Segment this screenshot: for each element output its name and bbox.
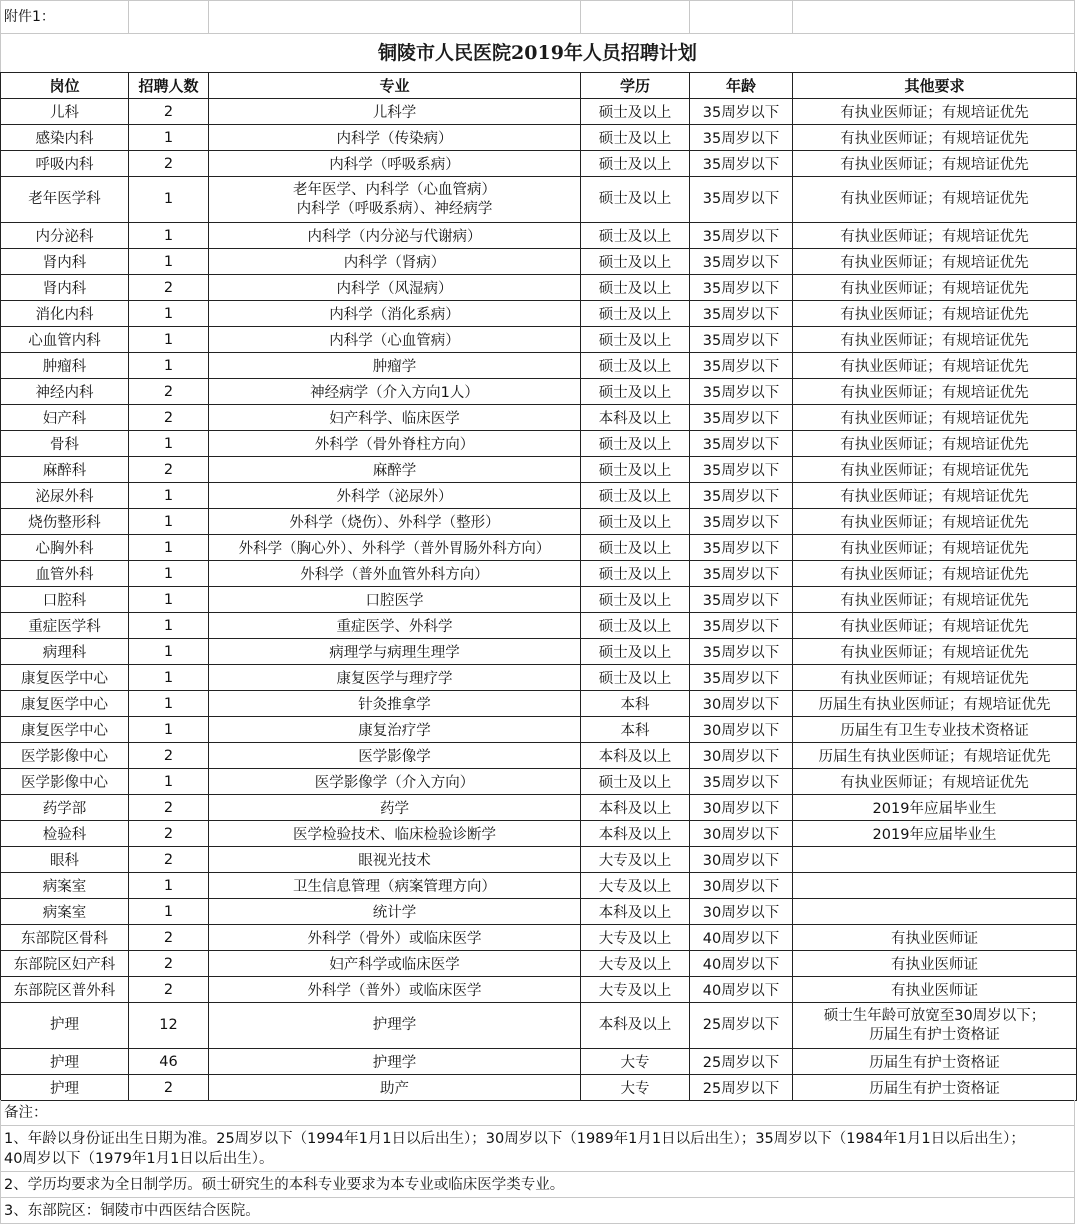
table-row [1, 125, 1077, 151]
cell-age[interactable]: 35周岁以下 [690, 509, 793, 535]
cell-count[interactable]: 1 [129, 249, 209, 275]
cell-post[interactable]: 心胸外科 [1, 535, 129, 561]
cell-other[interactable]: 历届生有执业医师证；有规培证优先 [793, 691, 1077, 717]
cell-other[interactable]: 有执业医师证；有规培证优先 [793, 99, 1077, 125]
cell-count[interactable]: 2 [129, 1075, 209, 1101]
cell-education[interactable]: 硕士及以上 [581, 353, 690, 379]
cell-major[interactable]: 外科学（普外）或临床医学 [209, 977, 581, 1003]
table-row [1, 847, 1077, 873]
cell-major[interactable]: 内科学（传染病） [209, 125, 581, 151]
cell-other[interactable]: 有执业医师证；有规培证优先 [793, 379, 1077, 405]
column-header-age: 年龄 [690, 73, 793, 99]
cell-major[interactable]: 康复治疗学 [209, 717, 581, 743]
note-item: 1、年龄以身份证出生日期为准。25周岁以下（1994年1月1日以后出生）；30周岁以下（1989年1月1日以后出生）；35周岁以下（1984年1月1日以后出生）；40周岁以下（1979年1月1日以后出生）。 [0, 1126, 1075, 1172]
table-row [1, 327, 1077, 353]
cell-age[interactable]: 35周岁以下 [690, 301, 793, 327]
table-row [1, 795, 1077, 821]
cell-count[interactable]: 1 [129, 431, 209, 457]
cell-other[interactable]: 有执业医师证；有规培证优先 [793, 431, 1077, 457]
cell-post[interactable]: 医学影像中心 [1, 769, 129, 795]
table-row [1, 977, 1077, 1003]
cell-major[interactable]: 内科学（风湿病） [209, 275, 581, 301]
cell-major[interactable]: 眼视光技术 [209, 847, 581, 873]
table-body [1, 99, 1077, 1101]
cell-post[interactable]: 骨科 [1, 431, 129, 457]
cell-count[interactable]: 1 [129, 587, 209, 613]
cell-post[interactable]: 儿科 [1, 99, 129, 125]
cell-count[interactable]: 2 [129, 925, 209, 951]
cell-count[interactable]: 1 [129, 769, 209, 795]
cell-count[interactable]: 1 [129, 125, 209, 151]
cell-count[interactable]: 12 [129, 1003, 209, 1049]
cell-post[interactable]: 眼科 [1, 847, 129, 873]
cell-other[interactable]: 有执业医师证；有规培证优先 [793, 301, 1077, 327]
cell-post[interactable]: 重症医学科 [1, 613, 129, 639]
cell-education[interactable]: 大专及以上 [581, 977, 690, 1003]
table-row [1, 177, 1077, 223]
cell-count[interactable]: 2 [129, 99, 209, 125]
cell-other[interactable]: 有执业医师证；有规培证优先 [793, 483, 1077, 509]
cell-other[interactable]: 历届生有执业医师证；有规培证优先 [793, 743, 1077, 769]
cell-major[interactable]: 外科学（骨外脊柱方向） [209, 431, 581, 457]
cell-post[interactable]: 肿瘤科 [1, 353, 129, 379]
cell-major[interactable]: 内科学（心血管病） [209, 327, 581, 353]
cell-major[interactable]: 针灸推拿学 [209, 691, 581, 717]
cell-major[interactable]: 内科学（肾病） [209, 249, 581, 275]
cell-other[interactable]: 2019年应届毕业生 [793, 821, 1077, 847]
cell-post[interactable]: 康复医学中心 [1, 665, 129, 691]
table-row [1, 613, 1077, 639]
cell-age[interactable]: 35周岁以下 [690, 99, 793, 125]
cell-count[interactable]: 2 [129, 151, 209, 177]
table-row [1, 873, 1077, 899]
table-row [1, 561, 1077, 587]
cell-major-line: 老年医学、内科学（心血管病） [293, 181, 496, 198]
cell-other[interactable]: 有执业医师证 [793, 925, 1077, 951]
cell-age[interactable]: 40周岁以下 [690, 977, 793, 1003]
table-row [1, 639, 1077, 665]
cell-education[interactable]: 硕士及以上 [581, 665, 690, 691]
cell-post[interactable]: 东部院区骨科 [1, 925, 129, 951]
cell-major[interactable]: 内科学（呼吸系病） [209, 151, 581, 177]
cell-count[interactable]: 1 [129, 353, 209, 379]
cell-major[interactable]: 口腔医学 [209, 587, 581, 613]
cell-other[interactable]: 有执业医师证；有规培证优先 [793, 613, 1077, 639]
cell-major[interactable]: 药学 [209, 795, 581, 821]
cell-post[interactable]: 泌尿外科 [1, 483, 129, 509]
cell-age[interactable]: 40周岁以下 [690, 925, 793, 951]
cell-age[interactable]: 35周岁以下 [690, 639, 793, 665]
cell-other[interactable]: 历届生有卫生专业技术资格证 [793, 717, 1077, 743]
table-row [1, 249, 1077, 275]
cell-count[interactable]: 1 [129, 301, 209, 327]
cell-other[interactable] [793, 847, 1077, 873]
table-row [1, 99, 1077, 125]
cell-age[interactable]: 30周岁以下 [690, 717, 793, 743]
cell-education[interactable]: 本科 [581, 691, 690, 717]
cell-major[interactable]: 统计学 [209, 899, 581, 925]
table-row [1, 353, 1077, 379]
cell-age[interactable]: 35周岁以下 [690, 587, 793, 613]
cell-post[interactable]: 肾内科 [1, 275, 129, 301]
cell-count[interactable]: 1 [129, 561, 209, 587]
cell-education[interactable]: 硕士及以上 [581, 275, 690, 301]
empty-cell[interactable] [792, 1, 1075, 33]
recruitment-table [0, 72, 1077, 1101]
cell-age[interactable]: 35周岁以下 [690, 151, 793, 177]
cell-age[interactable]: 35周岁以下 [690, 249, 793, 275]
cell-post[interactable]: 麻醉科 [1, 457, 129, 483]
cell-count[interactable]: 2 [129, 379, 209, 405]
cell-post[interactable]: 病案室 [1, 873, 129, 899]
cell-post[interactable]: 护理 [1, 1049, 129, 1075]
cell-age[interactable]: 30周岁以下 [690, 873, 793, 899]
cell-count[interactable]: 2 [129, 977, 209, 1003]
cell-major[interactable]: 护理学 [209, 1003, 581, 1049]
cell-other[interactable]: 有执业医师证；有规培证优先 [793, 353, 1077, 379]
cell-major[interactable]: 外科学（胸心外）、外科学（普外胃肠外科方向） [209, 535, 581, 561]
table-row [1, 717, 1077, 743]
cell-count[interactable]: 1 [129, 873, 209, 899]
cell-count[interactable]: 1 [129, 691, 209, 717]
cell-major[interactable]: 医学检验技术、临床检验诊断学 [209, 821, 581, 847]
empty-cell[interactable] [689, 1, 792, 33]
cell-other[interactable]: 有执业医师证；有规培证优先 [793, 275, 1077, 301]
cell-other[interactable]: 有执业医师证 [793, 951, 1077, 977]
cell-major[interactable]: 卫生信息管理（病案管理方向） [209, 873, 581, 899]
cell-education[interactable]: 硕士及以上 [581, 561, 690, 587]
cell-education[interactable]: 本科及以上 [581, 743, 690, 769]
cell-post[interactable]: 护理 [1, 1003, 129, 1049]
cell-education[interactable]: 硕士及以上 [581, 535, 690, 561]
cell-post[interactable]: 医学影像中心 [1, 743, 129, 769]
cell-education[interactable]: 硕士及以上 [581, 327, 690, 353]
cell-age[interactable]: 35周岁以下 [690, 665, 793, 691]
cell-major[interactable]: 康复医学与理疗学 [209, 665, 581, 691]
cell-education[interactable]: 硕士及以上 [581, 457, 690, 483]
table-row [1, 483, 1077, 509]
cell-age[interactable]: 35周岁以下 [690, 535, 793, 561]
cell-education[interactable]: 硕士及以上 [581, 431, 690, 457]
table-row [1, 1075, 1077, 1101]
cell-count[interactable]: 1 [129, 327, 209, 353]
cell-education[interactable]: 硕士及以上 [581, 613, 690, 639]
cell-count[interactable]: 1 [129, 665, 209, 691]
cell-major[interactable]: 护理学 [209, 1049, 581, 1075]
cell-other[interactable]: 2019年应届毕业生 [793, 795, 1077, 821]
cell-education[interactable]: 本科及以上 [581, 899, 690, 925]
cell-post[interactable]: 内分泌科 [1, 223, 129, 249]
cell-other[interactable]: 有执业医师证；有规培证优先 [793, 327, 1077, 353]
cell-education[interactable]: 大专 [581, 1049, 690, 1075]
cell-count[interactable]: 1 [129, 639, 209, 665]
cell-education[interactable]: 大专 [581, 1075, 690, 1101]
cell-education[interactable]: 硕士及以上 [581, 177, 690, 223]
cell-other[interactable]: 有执业医师证；有规培证优先 [793, 405, 1077, 431]
cell-other[interactable] [793, 873, 1077, 899]
cell-education[interactable]: 硕士及以上 [581, 125, 690, 151]
cell-count[interactable]: 1 [129, 717, 209, 743]
column-header-count: 招聘人数 [129, 73, 209, 99]
cell-age[interactable]: 35周岁以下 [690, 483, 793, 509]
table-row [1, 1003, 1077, 1049]
cell-education[interactable]: 硕士及以上 [581, 483, 690, 509]
cell-major[interactable]: 外科学（骨外）或临床医学 [209, 925, 581, 951]
cell-major[interactable]: 外科学（泌尿外） [209, 483, 581, 509]
cell-post[interactable]: 检验科 [1, 821, 129, 847]
cell-education[interactable]: 大专及以上 [581, 847, 690, 873]
cell-other[interactable]: 有执业医师证；有规培证优先 [793, 151, 1077, 177]
cell-count[interactable]: 2 [129, 275, 209, 301]
cell-count[interactable]: 2 [129, 457, 209, 483]
cell-age[interactable]: 30周岁以下 [690, 691, 793, 717]
cell-count[interactable]: 1 [129, 509, 209, 535]
cell-post[interactable]: 肾内科 [1, 249, 129, 275]
cell-major[interactable]: 妇产科学或临床医学 [209, 951, 581, 977]
cell-other[interactable]: 有执业医师证；有规培证优先 [793, 457, 1077, 483]
cell-major[interactable]: 麻醉学 [209, 457, 581, 483]
cell-age[interactable]: 35周岁以下 [690, 457, 793, 483]
cell-education[interactable]: 硕士及以上 [581, 223, 690, 249]
cell-count[interactable]: 2 [129, 743, 209, 769]
cell-post[interactable]: 病案室 [1, 899, 129, 925]
cell-major[interactable]: 医学影像学（介入方向） [209, 769, 581, 795]
cell-education[interactable]: 硕士及以上 [581, 639, 690, 665]
cell-education[interactable]: 硕士及以上 [581, 509, 690, 535]
attachment-row [0, 0, 1075, 34]
column-header-post: 岗位 [1, 73, 129, 99]
cell-education[interactable]: 大专及以上 [581, 873, 690, 899]
cell-post[interactable]: 口腔科 [1, 587, 129, 613]
table-row [1, 925, 1077, 951]
cell-education[interactable]: 硕士及以上 [581, 301, 690, 327]
cell-count[interactable]: 46 [129, 1049, 209, 1075]
cell-other[interactable]: 有执业医师证；有规培证优先 [793, 561, 1077, 587]
cell-education[interactable]: 大专及以上 [581, 951, 690, 977]
cell-age[interactable]: 30周岁以下 [690, 847, 793, 873]
cell-other[interactable]: 有执业医师证；有规培证优先 [793, 769, 1077, 795]
column-header-education: 学历 [581, 73, 690, 99]
empty-cell[interactable] [128, 1, 208, 33]
empty-cell[interactable] [208, 1, 580, 33]
cell-post[interactable]: 病理科 [1, 639, 129, 665]
cell-age[interactable]: 25周岁以下 [690, 1075, 793, 1101]
cell-post[interactable]: 神经内科 [1, 379, 129, 405]
cell-education[interactable]: 本科及以上 [581, 795, 690, 821]
cell-education[interactable]: 本科及以上 [581, 1003, 690, 1049]
cell-post[interactable]: 东部院区妇产科 [1, 951, 129, 977]
cell-age[interactable]: 35周岁以下 [690, 125, 793, 151]
cell-age[interactable]: 35周岁以下 [690, 405, 793, 431]
cell-major[interactable]: 内科学（内分泌与代谢病） [209, 223, 581, 249]
cell-age[interactable]: 35周岁以下 [690, 353, 793, 379]
cell-age[interactable]: 30周岁以下 [690, 743, 793, 769]
note-item: 2、学历均要求为全日制学历。硕士研究生的本科专业要求为本专业或临床医学类专业。 [0, 1172, 1075, 1198]
cell-education[interactable]: 本科及以上 [581, 405, 690, 431]
table-row [1, 899, 1077, 925]
cell-other[interactable]: 有执业医师证；有规培证优先 [793, 587, 1077, 613]
cell-age[interactable]: 40周岁以下 [690, 951, 793, 977]
cell-post[interactable]: 康复医学中心 [1, 691, 129, 717]
cell-count[interactable]: 2 [129, 847, 209, 873]
table-row [1, 691, 1077, 717]
cell-age[interactable]: 35周岁以下 [690, 327, 793, 353]
cell-post[interactable]: 血管外科 [1, 561, 129, 587]
cell-major[interactable]: 外科学（烧伤）、外科学（整形） [209, 509, 581, 535]
attachment-label[interactable]: 附件1： [0, 1, 128, 33]
cell-major[interactable]: 内科学（消化系病） [209, 301, 581, 327]
cell-other[interactable]: 有执业医师证；有规培证优先 [793, 639, 1077, 665]
notes-label: 备注： [0, 1100, 1075, 1126]
cell-major[interactable] [209, 177, 581, 223]
cell-post[interactable]: 康复医学中心 [1, 717, 129, 743]
column-header-major: 专业 [209, 73, 581, 99]
cell-count[interactable]: 1 [129, 535, 209, 561]
cell-other[interactable]: 历届生有护士资格证 [793, 1049, 1077, 1075]
cell-major-line: 内科学（呼吸系病）、神经病学 [296, 200, 493, 217]
table-row [1, 587, 1077, 613]
cell-major[interactable]: 重症医学、外科学 [209, 613, 581, 639]
cell-count[interactable]: 1 [129, 899, 209, 925]
cell-age[interactable]: 35周岁以下 [690, 275, 793, 301]
table-row [1, 821, 1077, 847]
cell-post[interactable]: 呼吸内科 [1, 151, 129, 177]
cell-age[interactable]: 30周岁以下 [690, 821, 793, 847]
table-row [1, 457, 1077, 483]
column-header-other: 其他要求 [793, 73, 1077, 99]
cell-other[interactable]: 有执业医师证；有规培证优先 [793, 535, 1077, 561]
cell-age[interactable]: 35周岁以下 [690, 223, 793, 249]
table-row [1, 379, 1077, 405]
note-item: 3、东部院区：铜陵市中西医结合医院。 [0, 1198, 1075, 1224]
cell-post[interactable]: 妇产科 [1, 405, 129, 431]
empty-cell[interactable] [580, 1, 689, 33]
table-row [1, 509, 1077, 535]
cell-post[interactable]: 老年医学科 [1, 177, 129, 223]
notes-section [0, 1100, 1075, 1224]
table-row [1, 151, 1077, 177]
cell-education[interactable]: 本科及以上 [581, 821, 690, 847]
cell-major[interactable]: 肿瘤学 [209, 353, 581, 379]
cell-other-line: 硕士生年龄可放宽至30周岁以下； [823, 1007, 1046, 1024]
table-row [1, 223, 1077, 249]
cell-education[interactable]: 硕士及以上 [581, 99, 690, 125]
cell-other[interactable] [793, 1003, 1077, 1049]
cell-post[interactable]: 药学部 [1, 795, 129, 821]
cell-other[interactable] [793, 899, 1077, 925]
cell-count[interactable]: 2 [129, 405, 209, 431]
cell-other[interactable]: 有执业医师证；有规培证优先 [793, 249, 1077, 275]
cell-other[interactable]: 有执业医师证；有规培证优先 [793, 125, 1077, 151]
cell-education[interactable]: 硕士及以上 [581, 151, 690, 177]
cell-count[interactable]: 1 [129, 613, 209, 639]
cell-education[interactable]: 大专及以上 [581, 925, 690, 951]
page-title: 铜陵市人民医院2019年人员招聘计划 [0, 34, 1075, 72]
table-header-row [1, 73, 1077, 99]
cell-post[interactable]: 消化内科 [1, 301, 129, 327]
cell-major[interactable]: 外科学（普外血管外科方向） [209, 561, 581, 587]
cell-education[interactable]: 硕士及以上 [581, 587, 690, 613]
cell-other[interactable]: 有执业医师证 [793, 977, 1077, 1003]
cell-count[interactable]: 2 [129, 795, 209, 821]
cell-count[interactable]: 2 [129, 821, 209, 847]
table-row [1, 405, 1077, 431]
table-row [1, 1049, 1077, 1075]
cell-age[interactable]: 35周岁以下 [690, 769, 793, 795]
cell-major[interactable]: 神经病学（介入方向1人） [209, 379, 581, 405]
cell-post[interactable]: 心血管内科 [1, 327, 129, 353]
cell-age[interactable]: 35周岁以下 [690, 431, 793, 457]
cell-count[interactable]: 1 [129, 177, 209, 223]
cell-other-line: 历届生有护士资格证 [869, 1026, 1000, 1043]
cell-count[interactable]: 2 [129, 951, 209, 977]
cell-education[interactable]: 硕士及以上 [581, 379, 690, 405]
table-row [1, 301, 1077, 327]
cell-count[interactable]: 1 [129, 483, 209, 509]
cell-post[interactable]: 东部院区普外科 [1, 977, 129, 1003]
cell-other[interactable]: 有执业医师证；有规培证优先 [793, 665, 1077, 691]
cell-other[interactable]: 有执业医师证；有规培证优先 [793, 177, 1077, 223]
cell-other[interactable]: 有执业医师证；有规培证优先 [793, 223, 1077, 249]
cell-other[interactable]: 历届生有护士资格证 [793, 1075, 1077, 1101]
cell-age[interactable]: 35周岁以下 [690, 561, 793, 587]
cell-major[interactable]: 妇产科学、临床医学 [209, 405, 581, 431]
table-row [1, 665, 1077, 691]
cell-age[interactable]: 35周岁以下 [690, 613, 793, 639]
cell-major[interactable]: 病理学与病理生理学 [209, 639, 581, 665]
cell-age[interactable]: 25周岁以下 [690, 1003, 793, 1049]
cell-post[interactable]: 护理 [1, 1075, 129, 1101]
cell-post[interactable]: 感染内科 [1, 125, 129, 151]
cell-major[interactable]: 医学影像学 [209, 743, 581, 769]
cell-education[interactable]: 硕士及以上 [581, 249, 690, 275]
cell-count[interactable]: 1 [129, 223, 209, 249]
cell-age[interactable]: 25周岁以下 [690, 1049, 793, 1075]
table-row [1, 275, 1077, 301]
cell-age[interactable]: 30周岁以下 [690, 899, 793, 925]
cell-education[interactable]: 硕士及以上 [581, 769, 690, 795]
cell-education[interactable]: 本科 [581, 717, 690, 743]
table-row [1, 535, 1077, 561]
cell-other[interactable]: 有执业医师证；有规培证优先 [793, 509, 1077, 535]
table-row [1, 951, 1077, 977]
cell-major[interactable]: 助产 [209, 1075, 581, 1101]
table-row [1, 769, 1077, 795]
cell-major[interactable]: 儿科学 [209, 99, 581, 125]
cell-age[interactable]: 35周岁以下 [690, 379, 793, 405]
table-row [1, 431, 1077, 457]
cell-age[interactable]: 30周岁以下 [690, 795, 793, 821]
cell-age[interactable]: 35周岁以下 [690, 177, 793, 223]
table-row [1, 743, 1077, 769]
cell-post[interactable]: 烧伤整形科 [1, 509, 129, 535]
